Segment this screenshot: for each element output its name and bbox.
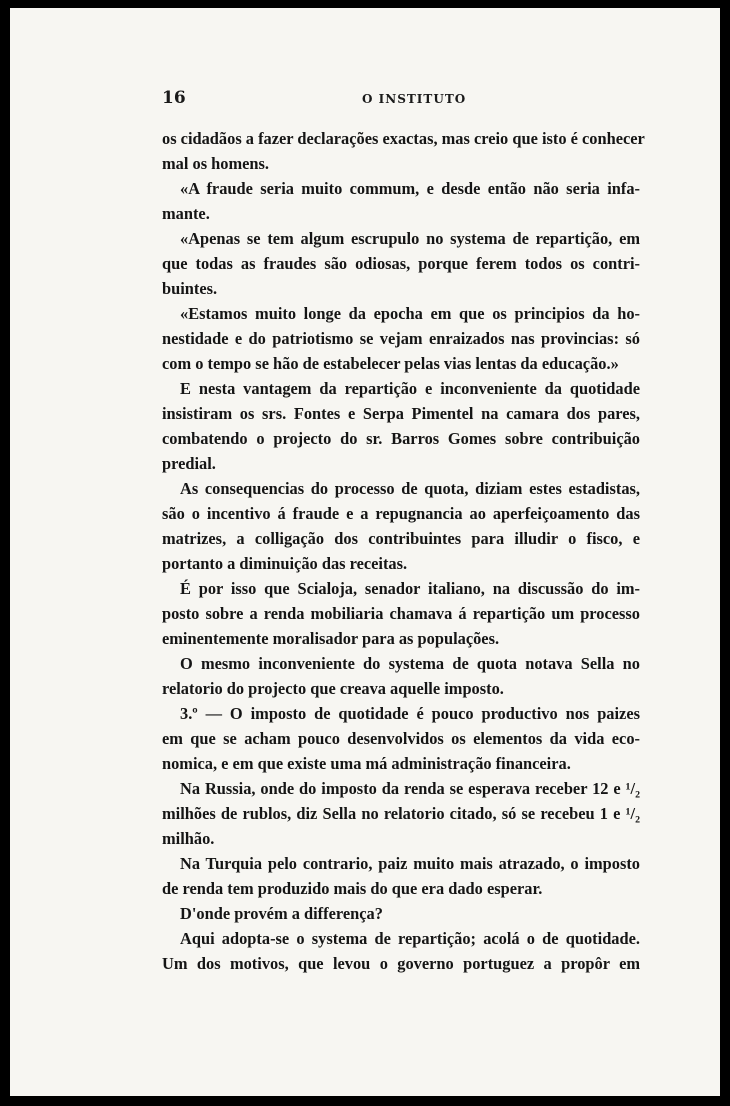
text-line: predial. (162, 454, 216, 473)
text-line: relatorio do projecto que creava aquelle imposto. (162, 679, 504, 698)
text-line: «Apenas se tem algum escrupulo no systema de repartição, em (180, 229, 640, 248)
text-line: milhões de rublos, diz Sella no relatorio citado, só se recebeu 1 e ¹/₂ (162, 804, 640, 823)
text-line: «Estamos muito longe da epocha em que os principios da ho- (180, 304, 640, 323)
text-line: os cidadãos a fazer declarações exactas, mas creio que isto é conhecer (162, 129, 645, 148)
text-line: combatendo o projecto do sr. Barros Gomes sobre contribuição (162, 429, 640, 448)
text-line: posto sobre a renda mobiliaria chamava á repartição um processo (162, 604, 640, 623)
text-line: nomica, e em que existe uma má administração financeira. (162, 754, 571, 773)
body-text (162, 126, 645, 976)
text-line: em que se acham pouco desenvolvidos os elementos da vida eco- (162, 729, 640, 748)
text-line: As consequencias do processo de quota, diziam estes estadistas, (180, 479, 640, 498)
text-line: são o incentivo á fraude e a repugnancia ao aperfeiçoamento das (162, 504, 640, 523)
text-line: Na Russia, onde do imposto da renda se esperava receber 12 e ¹/₂ (180, 779, 640, 798)
text-line: D'onde provém a differença? (180, 904, 383, 923)
page-header (162, 88, 640, 112)
text-line: mante. (162, 204, 210, 223)
text-line: milhão. (162, 829, 215, 848)
text-line: que todas as fraudes são odiosas, porque ferem todos os contri- (162, 254, 640, 273)
text-line: insistiram os srs. Fontes e Serpa Pimentel na camara dos pares, (162, 404, 640, 423)
text-line: Na Turquia pelo contrario, paiz muito mais atrazado, o imposto (180, 854, 640, 873)
text-line: eminentemente moralisador para as populações. (162, 629, 500, 648)
text-line: portanto a diminuição das receitas. (162, 554, 408, 573)
text-line: 3.º — O imposto de quotidade é pouco productivo nos paizes (180, 704, 640, 723)
book-page (10, 8, 720, 1096)
text-line: com o tempo se hão de estabelecer pelas vias lentas da educação.» (162, 354, 619, 373)
text-line: de renda tem produzido mais do que era dado esperar. (162, 879, 543, 898)
text-line: É por isso que Scialoja, senador italiano, na discussão do im- (180, 579, 640, 598)
text-line: nestidade e do patriotismo se vejam enraizados nas provincias: só (162, 329, 640, 348)
text-line: Aqui adopta-se o systema de repartição; acolá o de quotidade. (180, 929, 640, 948)
text-line: buintes. (162, 279, 218, 298)
text-line: Um dos motivos, que levou o governo portuguez a propôr em (162, 954, 640, 973)
page-number: 16 (162, 88, 186, 108)
running-title: O INSTITUTO (362, 92, 467, 106)
text-line: matrizes, a colligação dos contribuintes para illudir o fisco, e (162, 529, 640, 548)
text-line: mal os homens. (162, 154, 270, 173)
text-line: «A fraude seria muito commum, e desde então não seria infa- (180, 179, 640, 198)
text-line: O mesmo inconveniente do systema de quota notava Sella no (180, 654, 640, 673)
text-line: E nesta vantagem da repartição e inconveniente da quotidade (180, 379, 640, 398)
